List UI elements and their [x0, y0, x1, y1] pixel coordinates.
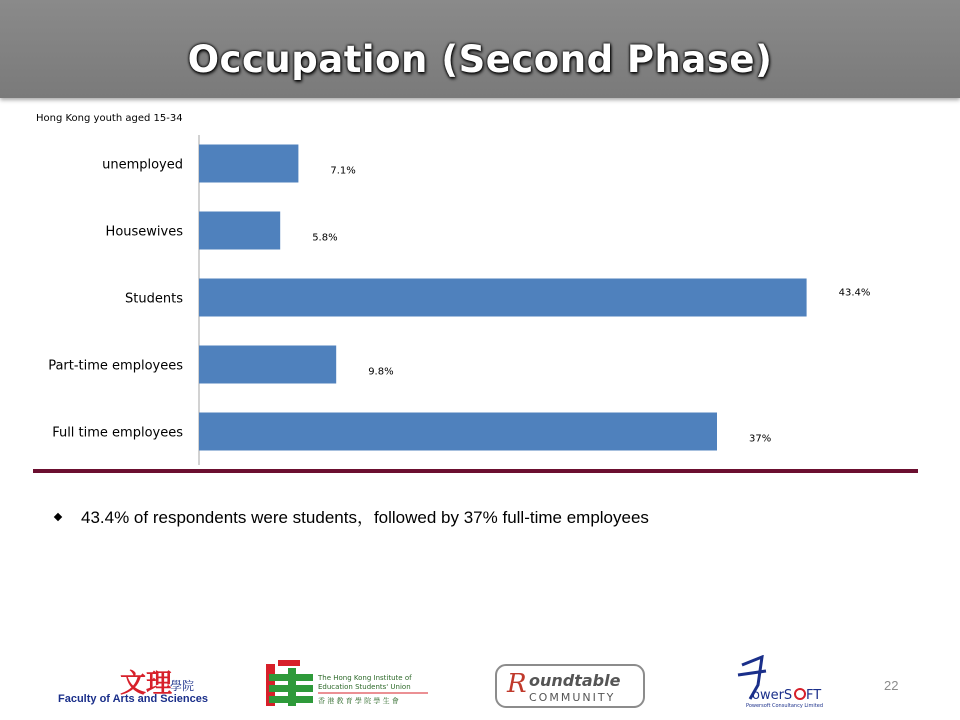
- title-banner: [0, 0, 960, 98]
- roundtable-bottom-text: COMMUNITY: [529, 691, 616, 704]
- bullet-point: [55, 503, 649, 528]
- category-label: Students: [125, 291, 183, 307]
- hkies-line2: Education Students' Union: [318, 683, 411, 691]
- powersoft-main-tail: FT: [806, 688, 822, 703]
- powersoft-logo-icon: [732, 655, 827, 710]
- hkies-chinese: 香 港 教 育 學 院 學 生 會: [318, 697, 399, 705]
- value-label: 43.4%: [838, 287, 871, 299]
- occupation-bar-chart: [0, 120, 960, 465]
- svg-text:R: R: [507, 669, 527, 699]
- fas-logo-english: Faculty of Arts and Sciences: [58, 693, 208, 705]
- diamond-bullet-icon: [54, 512, 62, 520]
- value-label: 9.8%: [368, 366, 394, 378]
- bullet-text: 43.4% of respondents were students，followed by 37% full-time employees: [81, 508, 649, 527]
- hkies-emblem-icon: [266, 660, 431, 708]
- powersoft-logo: [732, 655, 827, 710]
- bar-part-time-employees: [199, 346, 336, 384]
- hkies-union-logo: [266, 660, 431, 708]
- category-label: unemployed: [102, 157, 183, 173]
- category-label: Part-time employees: [48, 358, 183, 374]
- hkies-line1: The Hong Kong Institute of: [318, 674, 412, 682]
- roundtable-top-text: oundtable: [529, 671, 621, 690]
- bar-housewives: [199, 212, 280, 250]
- page-title: Occupation (Second Phase): [187, 38, 773, 81]
- roundtable-community-logo: [495, 664, 645, 708]
- fas-logo-chinese: 文理: [120, 669, 173, 699]
- category-label: Housewives: [105, 224, 183, 240]
- powersoft-main-text: owerS: [752, 688, 793, 703]
- powersoft-sub-text: Powersoft Consultancy Limited: [746, 703, 824, 709]
- roundtable-logo-icon: [495, 664, 645, 708]
- divider: [33, 469, 918, 473]
- chart-note: Hong Kong youth aged 15-34: [36, 113, 183, 124]
- faculty-arts-sciences-logo: [58, 663, 208, 708]
- value-label: 7.1%: [330, 165, 356, 177]
- bar-unemployed: [199, 145, 298, 183]
- page-number: 22: [884, 678, 899, 693]
- value-label: 37%: [749, 433, 772, 445]
- value-label: 5.8%: [312, 232, 338, 244]
- bar-full-time-employees: [199, 413, 717, 451]
- category-label: Full time employees: [52, 425, 183, 441]
- bar-students: [199, 279, 807, 317]
- fas-logo-chinese-small: 學院: [170, 679, 195, 693]
